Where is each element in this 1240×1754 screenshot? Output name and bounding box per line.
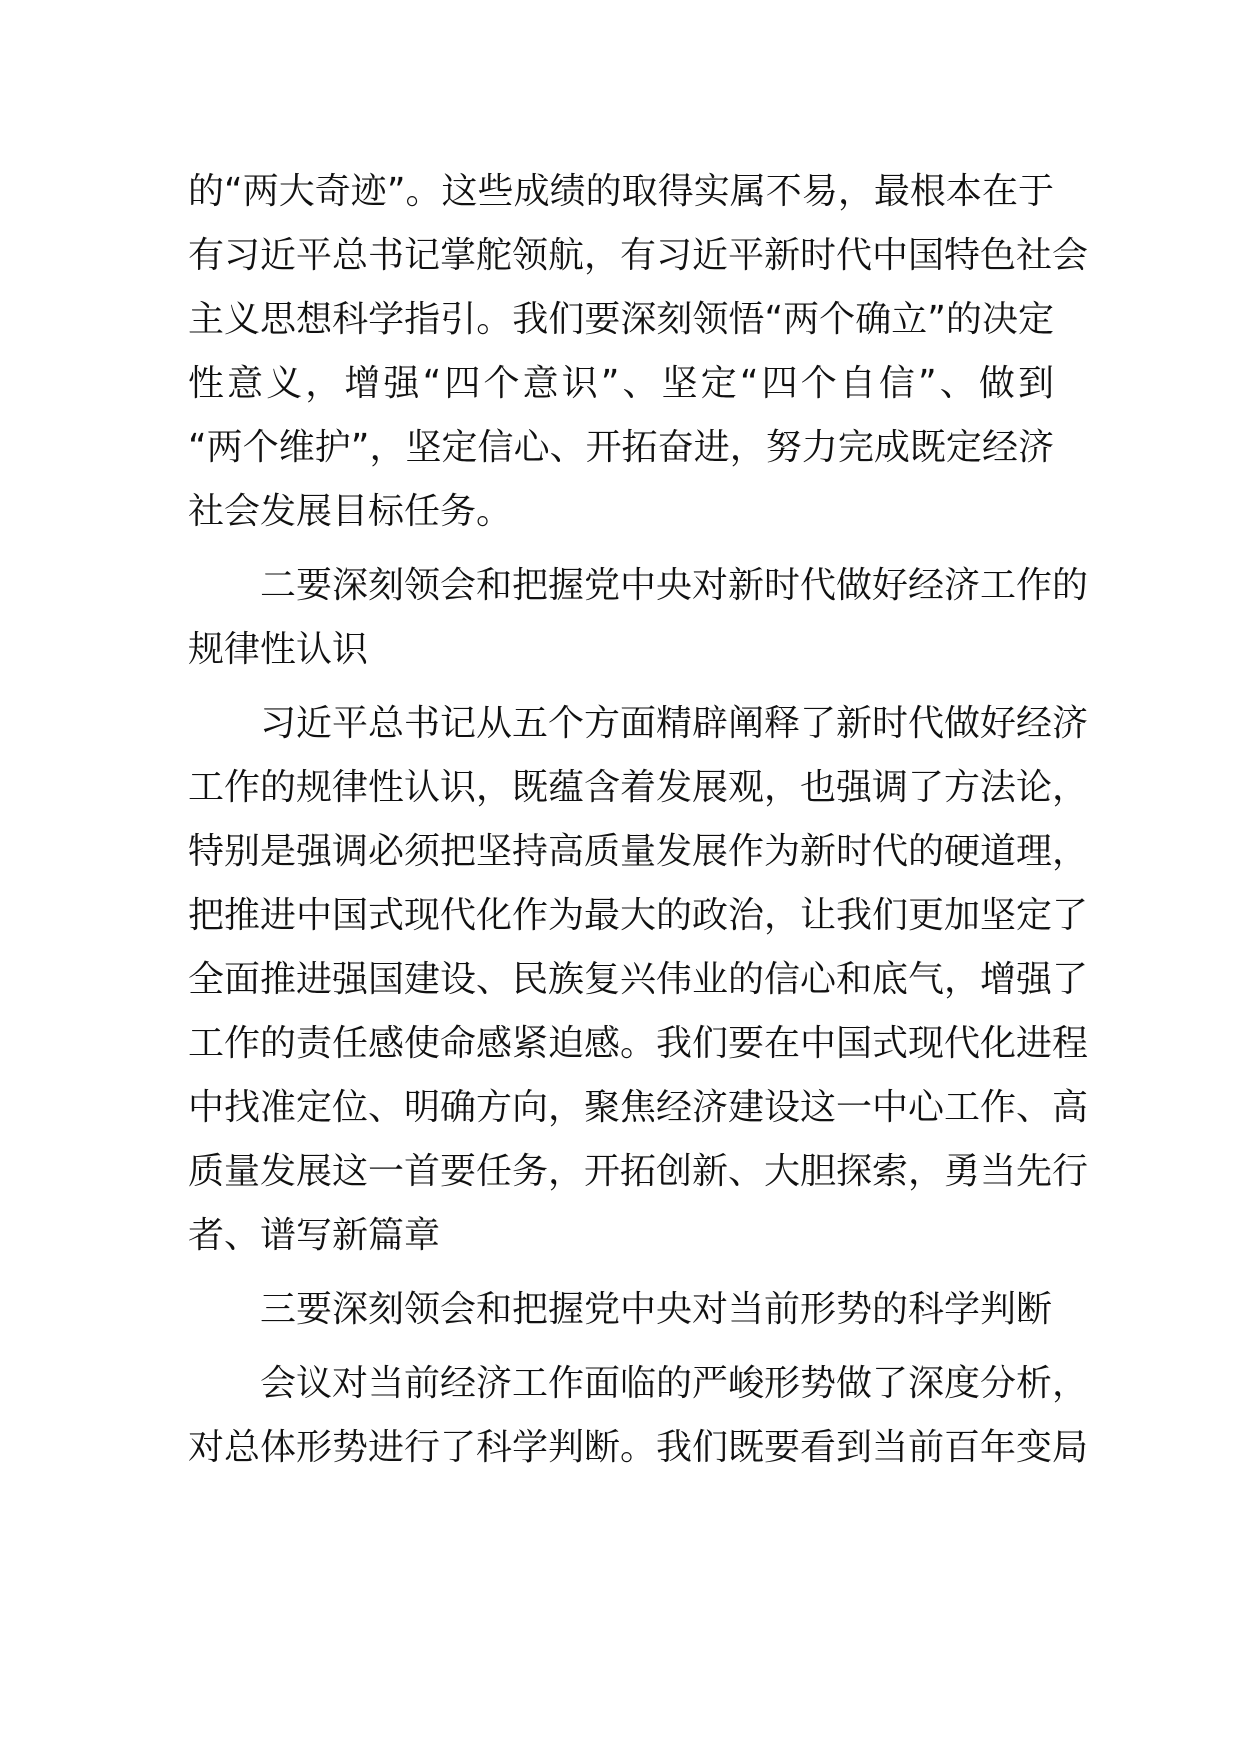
text-line: 工作的规律性认识，既蕴含着发展观，也强调了方法论，: [188, 767, 1089, 808]
text-line: 有习近平总书记掌舵领航，有习近平新时代中国特色社会: [188, 235, 1089, 276]
text-line: 质量发展这一首要任务，开拓创新、大胆探索，勇当先行: [188, 1151, 1089, 1192]
text-line: 社会发展目标任务。: [188, 491, 513, 532]
text-line: 工作的责任感使命感紧迫感。我们要在中国式现代化进程: [188, 1023, 1089, 1064]
heading-line: 规律性认识: [188, 629, 369, 670]
text-line: 会议对当前经济工作面临的严峻形势做了深度分析，: [260, 1363, 1089, 1404]
section-heading-three: [188, 1286, 1054, 1334]
paragraph-achievements: [188, 168, 1089, 536]
paragraph-gap: [188, 552, 1054, 562]
text-line: 者、谱写新篇章: [188, 1215, 441, 1256]
text-line: 全面推进强国建设、民族复兴伟业的信心和底气，增强了: [188, 959, 1089, 1000]
paragraph-gap: [188, 1276, 1054, 1286]
text-line: 的“两大奇迹”。这些成绩的取得实属不易，最根本在于: [188, 171, 1054, 212]
paragraph-gap: [188, 1350, 1054, 1360]
text-line: 中找准定位、明确方向，聚焦经济建设这一中心工作、高: [188, 1087, 1089, 1128]
paragraph-gap: [188, 690, 1054, 700]
text-line: 把推进中国式现代化作为最大的政治，让我们更加坚定了: [188, 895, 1089, 936]
section-heading-two: [188, 562, 1089, 674]
paragraph-situation: [188, 1360, 1089, 1472]
text-line: “两个维护”，坚定信心、开拓奋进，努力完成既定经济: [188, 427, 1054, 468]
text-line: 主义思想科学指引。我们要深刻领悟“两个确立”的决定: [188, 299, 1054, 340]
text-line: 特别是强调必须把坚持高质量发展作为新时代的硬道理，: [188, 831, 1089, 872]
text-line: 习近平总书记从五个方面精辟阐释了新时代做好经济: [260, 703, 1089, 744]
paragraph-regularity: [188, 700, 1089, 1260]
heading-line: 二要深刻领会和把握党中央对新时代做好经济工作的: [260, 565, 1089, 606]
text-line: 对总体形势进行了科学判断。我们既要看到当前百年变局: [188, 1427, 1089, 1468]
document-body: [188, 168, 1089, 1488]
heading-line: 三要深刻领会和把握党中央对当前形势的科学判断: [260, 1289, 1053, 1330]
text-line: 性意义，增强“四个意识”、坚定“四个自信”、做到: [188, 363, 1054, 404]
